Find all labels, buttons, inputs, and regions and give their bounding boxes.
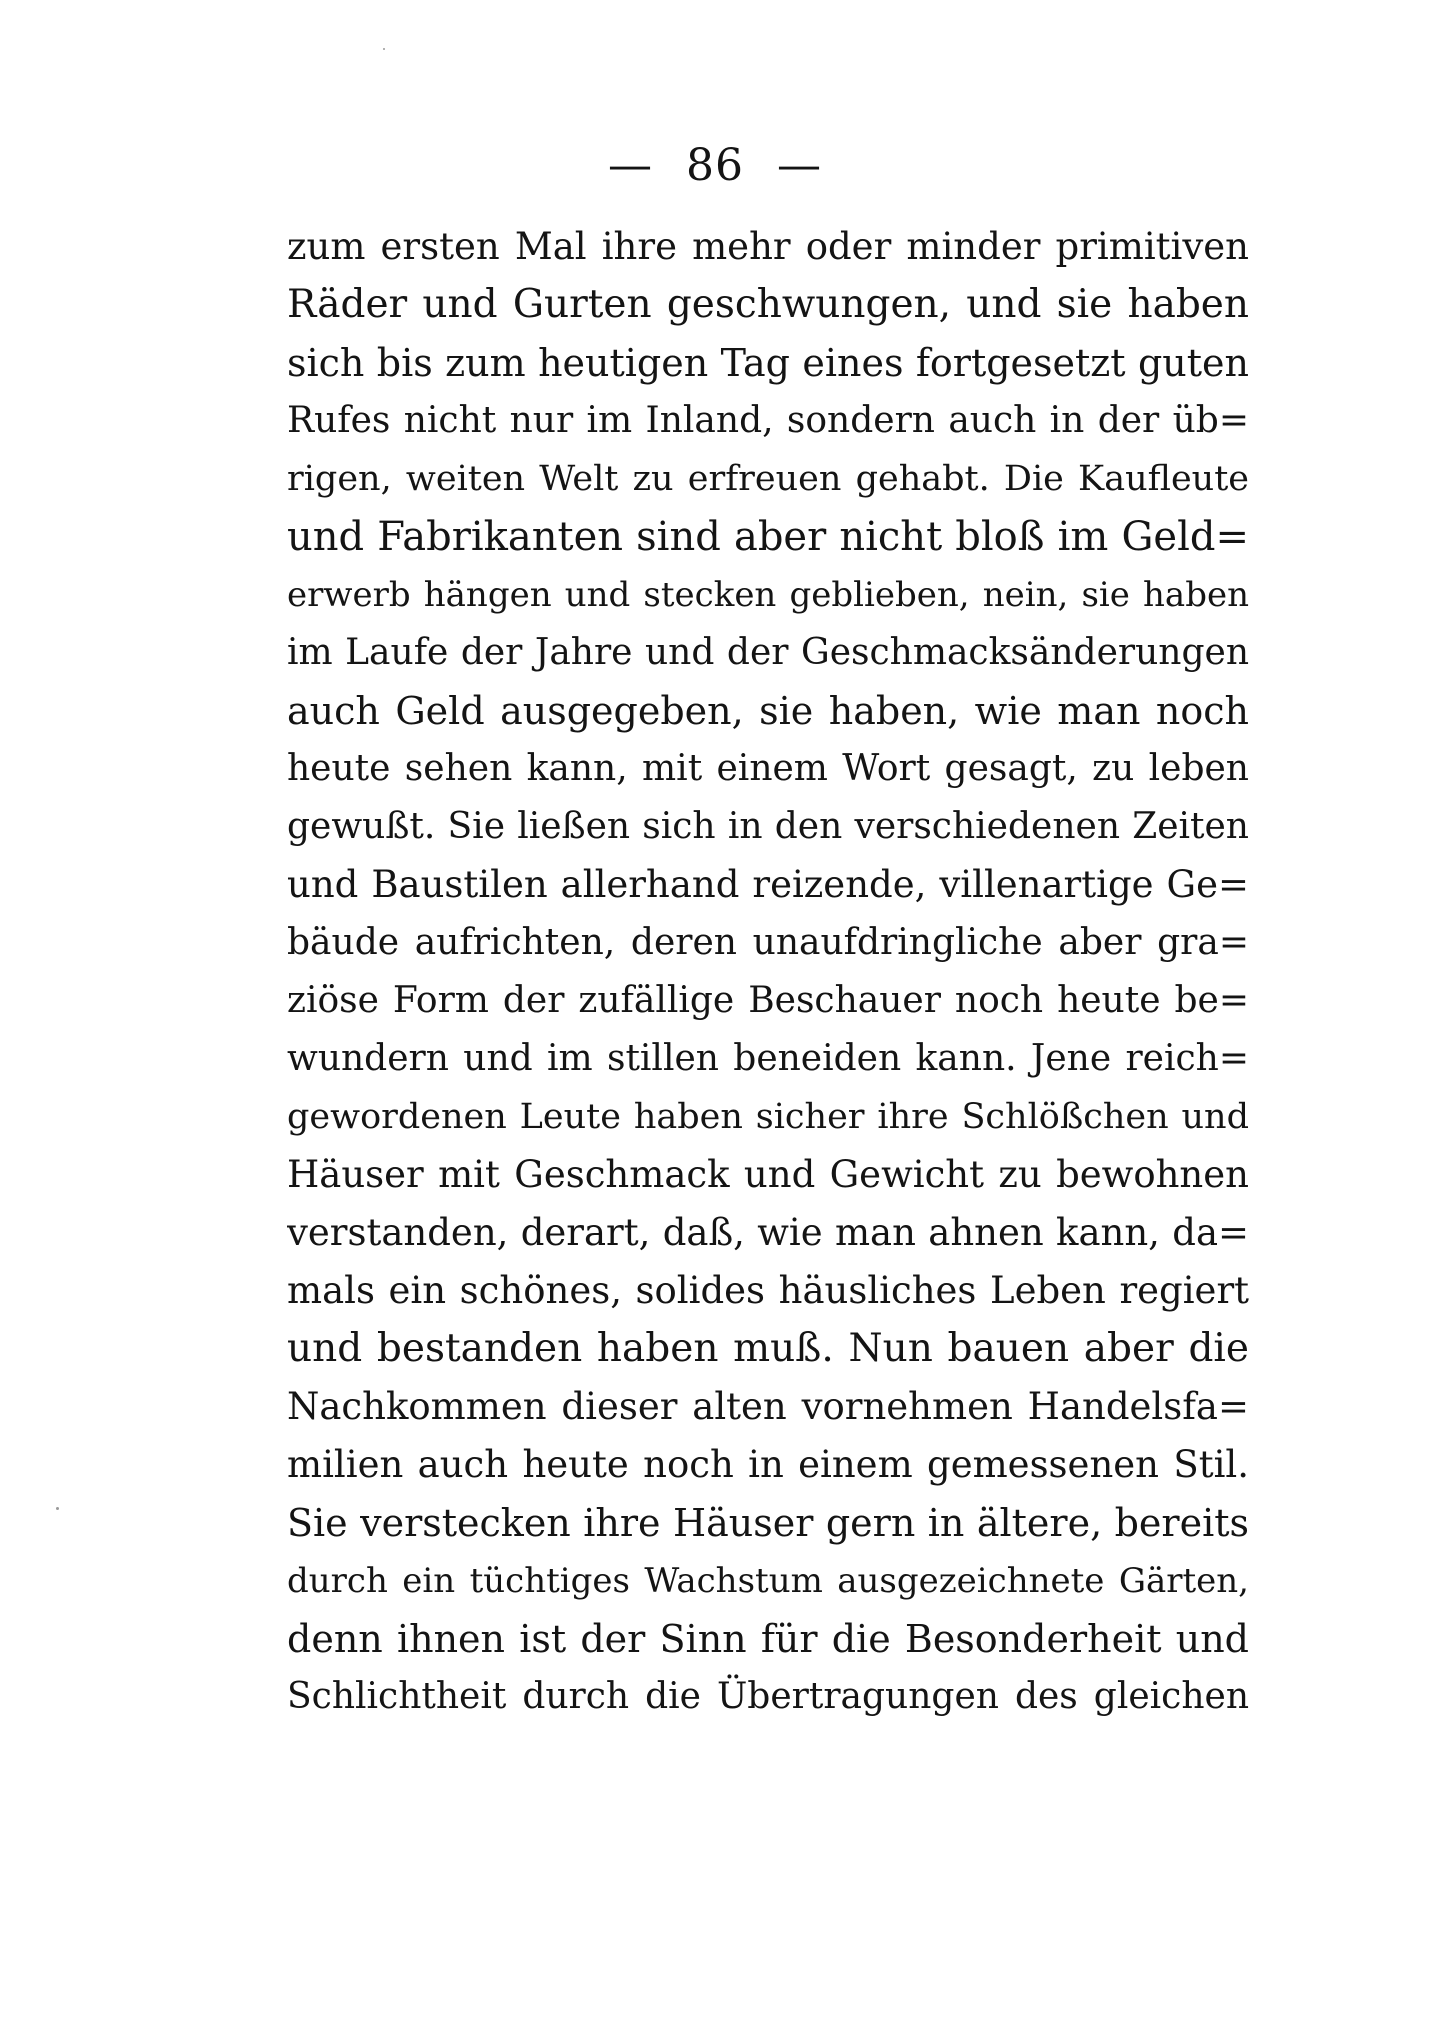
text-line: Schlichtheit durch die Übertragungen des gleichen [287,1676,1249,1717]
text-line: sich bis zum heutigen Tag eines fortgesetzt guten [287,341,1249,385]
page-number-value: 86 [686,140,744,191]
text-line: rigen, weiten Welt zu erfreuen gehabt. Die Kaufleute [287,459,1249,499]
text-line: im Laufe der Jahre und der Geschmacksänderungen [287,632,1249,673]
text-line: zum ersten Mal ihre mehr oder minder primitiven [287,225,1249,268]
text-line: und Fabrikanten sind aber nicht bloß im Geld= [287,514,1249,560]
text-line: durch ein tüchtiges Wachstum ausgezeichnete Gärten, [287,1561,1249,1601]
text-line: wundern und im stillen beneiden kann. Jene reich= [287,1038,1249,1079]
text-line: milien auch heute noch in einem gemessenen Stil. [287,1443,1249,1486]
text-line: gewußt. Sie ließen sich in den verschiedenen Zeiten [287,806,1249,847]
text-line: bäude aufrichten, deren unaufdringliche aber gra= [287,922,1249,963]
page-number [0,140,1430,191]
text-line: auch Geld ausgegeben, sie haben, wie man noch [287,689,1249,733]
text-line: heute sehen kann, mit einem Wort gesagt, zu leben [287,748,1249,789]
text-line: Rufes nicht nur im Inland, sondern auch in der üb= [287,400,1249,441]
text-line: verstanden, derart, daß, wie man ahnen kann, da= [287,1211,1249,1254]
text-line: erwerb hängen und stecken geblieben, nein, sie haben [287,575,1249,615]
text-line: Räder und Gurten geschwungen, und sie haben [287,282,1249,327]
text-line: und bestanden haben muß. Nun bauen aber die [287,1326,1249,1371]
text-line: und Baustilen allerhand reizende, villenartige Ge= [287,863,1249,906]
body-text [287,218,1249,1726]
text-line: Häuser mit Geschmack und Gewicht zu bewohnen [287,1153,1249,1196]
text-line: gewordenen Leute haben sicher ihre Schlößchen und [287,1097,1249,1137]
text-line: mals ein schönes, solides häusliches Leben regiert [287,1269,1249,1312]
text-line: Nachkommen dieser alten vornehmen Handelsfa= [287,1385,1249,1428]
scan-speck [383,48,385,50]
text-line: Sie verstecken ihre Häuser gern in ältere, bereits [287,1501,1249,1545]
page-number-dash-right: — [777,140,822,191]
scan-speck [56,1507,59,1510]
text-line: ziöse Form der zufällige Beschauer noch heute be= [287,980,1249,1021]
text-line: denn ihnen ist der Sinn für die Besonderheit und [287,1617,1249,1661]
page-number-dash-left: — [608,140,653,191]
